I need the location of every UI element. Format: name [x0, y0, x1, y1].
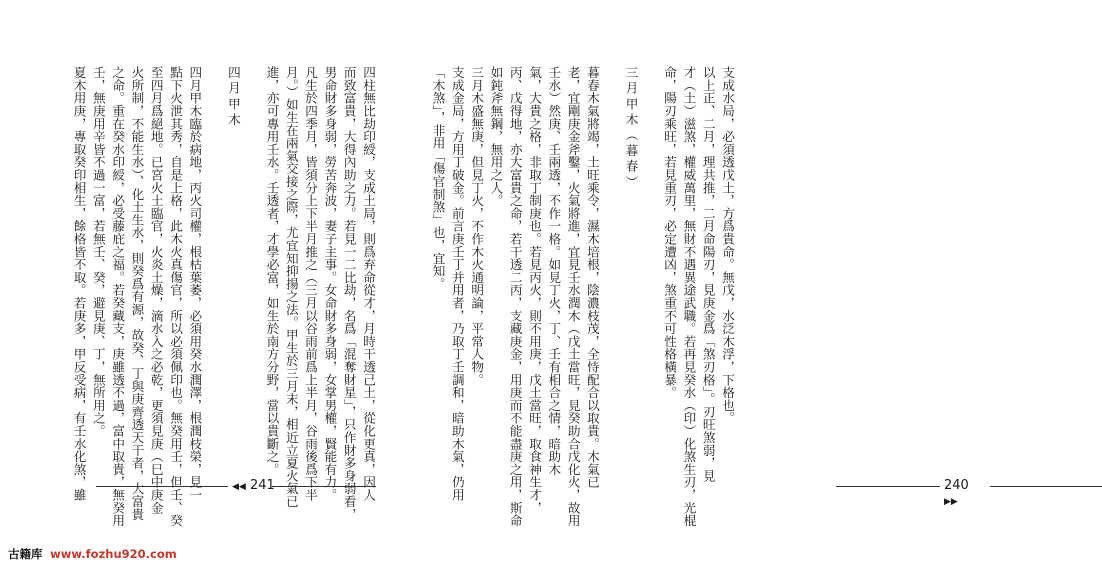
text-column: 老，宜剛庚金斧鑿，火氣將進，宜見壬水潤木（戊土當旺，見癸助合戊化火，故用: [565, 66, 581, 527]
text-column: 而致富貴，大得內助之力。若見一二比劫，名爲「混奪財星」，只作財多身弱看，: [341, 66, 357, 521]
text-column: 如鈍斧無鋼，無用之人。: [488, 66, 504, 207]
page-number-text: 241: [249, 478, 275, 493]
text-column: 以上正、二月，理共推，二月命陽刃，見庚金爲「煞刃格」。刃旺煞弱，見: [700, 66, 716, 483]
right-page-text: [430, 66, 737, 527]
page-marker-icon: ▶▶: [944, 497, 958, 507]
text-column: 三月木盛無庚，但見丁火，不作木火通明論，平常人物。: [469, 66, 485, 386]
text-column: 氣，大貴之格，非取丁制庚也。若見丙火，則不用庚，戊土當旺，取食神生才，: [527, 66, 543, 514]
text-column: [204, 66, 223, 304]
text-column: [243, 66, 262, 304]
text-column: 夏木用庚，專取癸印相生，餘格皆不取。若庚多，甲反受病，有壬水化煞，雖: [71, 66, 87, 502]
site-url[interactable]: www.fozhu920.com: [50, 547, 177, 561]
text-column: 才（土）滋煞，權威萬里，無財不遇異途武職。若再見癸水（印）化煞生刃，光棍: [681, 66, 697, 527]
text-column: 凡生於四季月，皆須分上下半月推之（三月以谷雨前爲上半月，谷雨後爲下半: [303, 66, 319, 502]
text-column: 暮春木氣將竭，土旺乘令，濕木培根，陰濃枝茂，全恃配合以取貴。木氣已: [584, 66, 600, 489]
footer-rule: [96, 486, 228, 487]
section-heading: 三月甲木（暮春）: [623, 66, 639, 191]
page-marker-icon: ◀◀: [232, 482, 246, 492]
text-column: 四柱無比劫印綬，支成土局，則爲弃命從才，月時干透己土，從化更真，因人: [361, 66, 376, 502]
text-column: [641, 66, 660, 304]
text-column: [602, 66, 621, 304]
text-column: 壬水）然庚、壬兩透，不作一格。如見丁火，丁、壬有相合之情，暗助木: [546, 66, 562, 476]
text-column: 命，陽刃乘旺，若見重刃，必定遭凶，煞重不可性格橫暴。: [662, 66, 678, 399]
site-watermark[interactable]: [8, 546, 177, 562]
text-column: 之命。重在癸水印綬，必受藤庇之福。若癸藏支，庚雖透不過，富中取貴，無癸用: [110, 66, 126, 527]
section-heading: 四月甲木: [225, 66, 241, 129]
text-column: 支成金局，方用丁破金。前言庚壬丁并用者，乃取丁壬調和，暗助木氣，仍用: [449, 66, 465, 502]
page-number-right: [944, 478, 969, 508]
text-column: 男命財多身弱，勞苦奔波，妻子主事。女命財多身弱，女掌男權，賢能有力。: [322, 66, 338, 502]
text-column: 至四月爲絕地。已宮火土臨官，火炎土燥，滴水入之必乾，更須見庚（巳中庚金: [148, 66, 164, 514]
text-column: 進，亦可專用壬水。壬透者，才學必富，如生於南方分野，當以貴斷之。: [264, 66, 280, 476]
right-page: [398, 0, 969, 545]
text-column: 點下火泄其秀，自是上格，此木火真傷官，所以必須佩印也。無癸用壬，但壬、癸: [168, 66, 184, 527]
text-column: 丙、戊得地，亦大富貴之命，若干透二丙，支藏庚金，用庚而不能盡庚之用，斯命: [507, 66, 523, 527]
text-column: 月。）如生在兩氣交接之際，尤宜知抑揚之法。甲生於三月末，相近立夏火氣已: [283, 66, 299, 508]
text-column: 壬，無庚用辛皆不過一富，若無壬、癸，避見庚、丁，無所用之。: [90, 66, 106, 438]
page-number-left: [232, 478, 275, 493]
page-number-text: 240: [944, 478, 969, 493]
footer-rule: [836, 486, 940, 487]
text-column: 「木煞」，非用「傷官制煞」也，宜知。: [430, 66, 446, 291]
site-footer: [0, 545, 793, 561]
footer-rule: [272, 486, 376, 487]
footer-rule: [990, 486, 1102, 487]
left-page: [0, 0, 395, 545]
text-column: 支成水局，必須透戊土，方爲貴命。無戊，水泛木浮，下格也。: [720, 66, 735, 425]
text-column: 火所制，不能生水）、化土生水，則癸爲有源，故癸、丁與庚齊透天干者，大富貴: [129, 66, 145, 521]
text-column: 四月甲木臨於病地，丙火司權，根枯葉萎，必須用癸水潤澤，根潤枝榮，見一: [187, 66, 203, 502]
site-name: 古籍库: [8, 547, 43, 561]
